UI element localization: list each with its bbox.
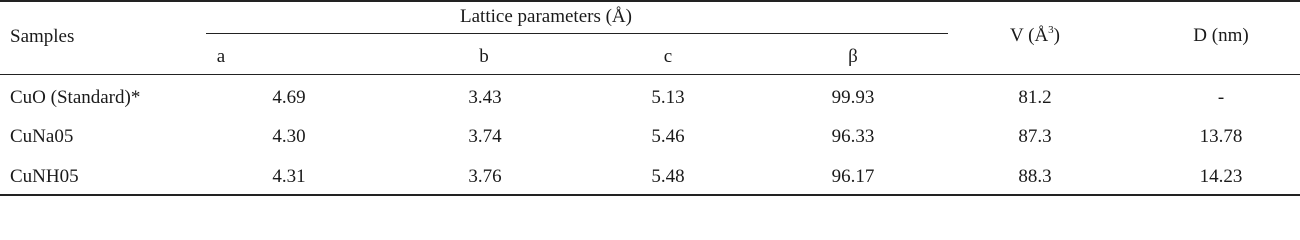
header-b: b xyxy=(479,46,489,67)
cell-volume: 87.3 xyxy=(1018,126,1052,147)
header-samples: Samples xyxy=(10,26,75,47)
cell-b: 3.43 xyxy=(468,87,502,108)
cell-size: - xyxy=(1217,87,1225,108)
cell-size: 13.78 xyxy=(1199,126,1243,147)
header-size: D (nm) xyxy=(1193,25,1249,46)
cell-beta: 96.17 xyxy=(831,166,875,187)
header-volume xyxy=(1010,26,1060,45)
cell-sample: CuNH05 xyxy=(10,166,79,187)
top-rule xyxy=(0,0,1300,2)
cell-volume: 81.2 xyxy=(1018,87,1052,108)
header-c: c xyxy=(663,46,673,67)
header-a: a xyxy=(216,46,226,67)
cell-sample: CuNa05 xyxy=(10,126,74,147)
lattice-group-rule xyxy=(206,33,948,34)
cell-b: 3.76 xyxy=(468,166,502,187)
header-volume-exp: 3 xyxy=(1048,24,1054,36)
cell-c: 5.46 xyxy=(651,126,685,147)
header-beta: β xyxy=(848,46,858,67)
cell-b: 3.74 xyxy=(468,126,502,147)
header-volume-prefix: V (Å xyxy=(1009,25,1049,46)
cell-size: 14.23 xyxy=(1199,166,1243,187)
bottom-rule xyxy=(0,194,1300,196)
header-volume-suffix: ) xyxy=(1053,25,1061,46)
cell-sample: CuO (Standard)* xyxy=(10,87,141,108)
header-lattice-group: Lattice parameters (Å) xyxy=(460,6,632,27)
cell-beta: 99.93 xyxy=(831,87,875,108)
cell-volume: 88.3 xyxy=(1018,166,1052,187)
cell-a: 4.30 xyxy=(272,126,306,147)
header-bottom-rule xyxy=(0,74,1300,75)
cell-beta: 96.33 xyxy=(831,126,875,147)
cell-a: 4.31 xyxy=(272,166,306,187)
cell-c: 5.48 xyxy=(651,166,685,187)
cell-c: 5.13 xyxy=(651,87,685,108)
cell-a: 4.69 xyxy=(272,87,306,108)
